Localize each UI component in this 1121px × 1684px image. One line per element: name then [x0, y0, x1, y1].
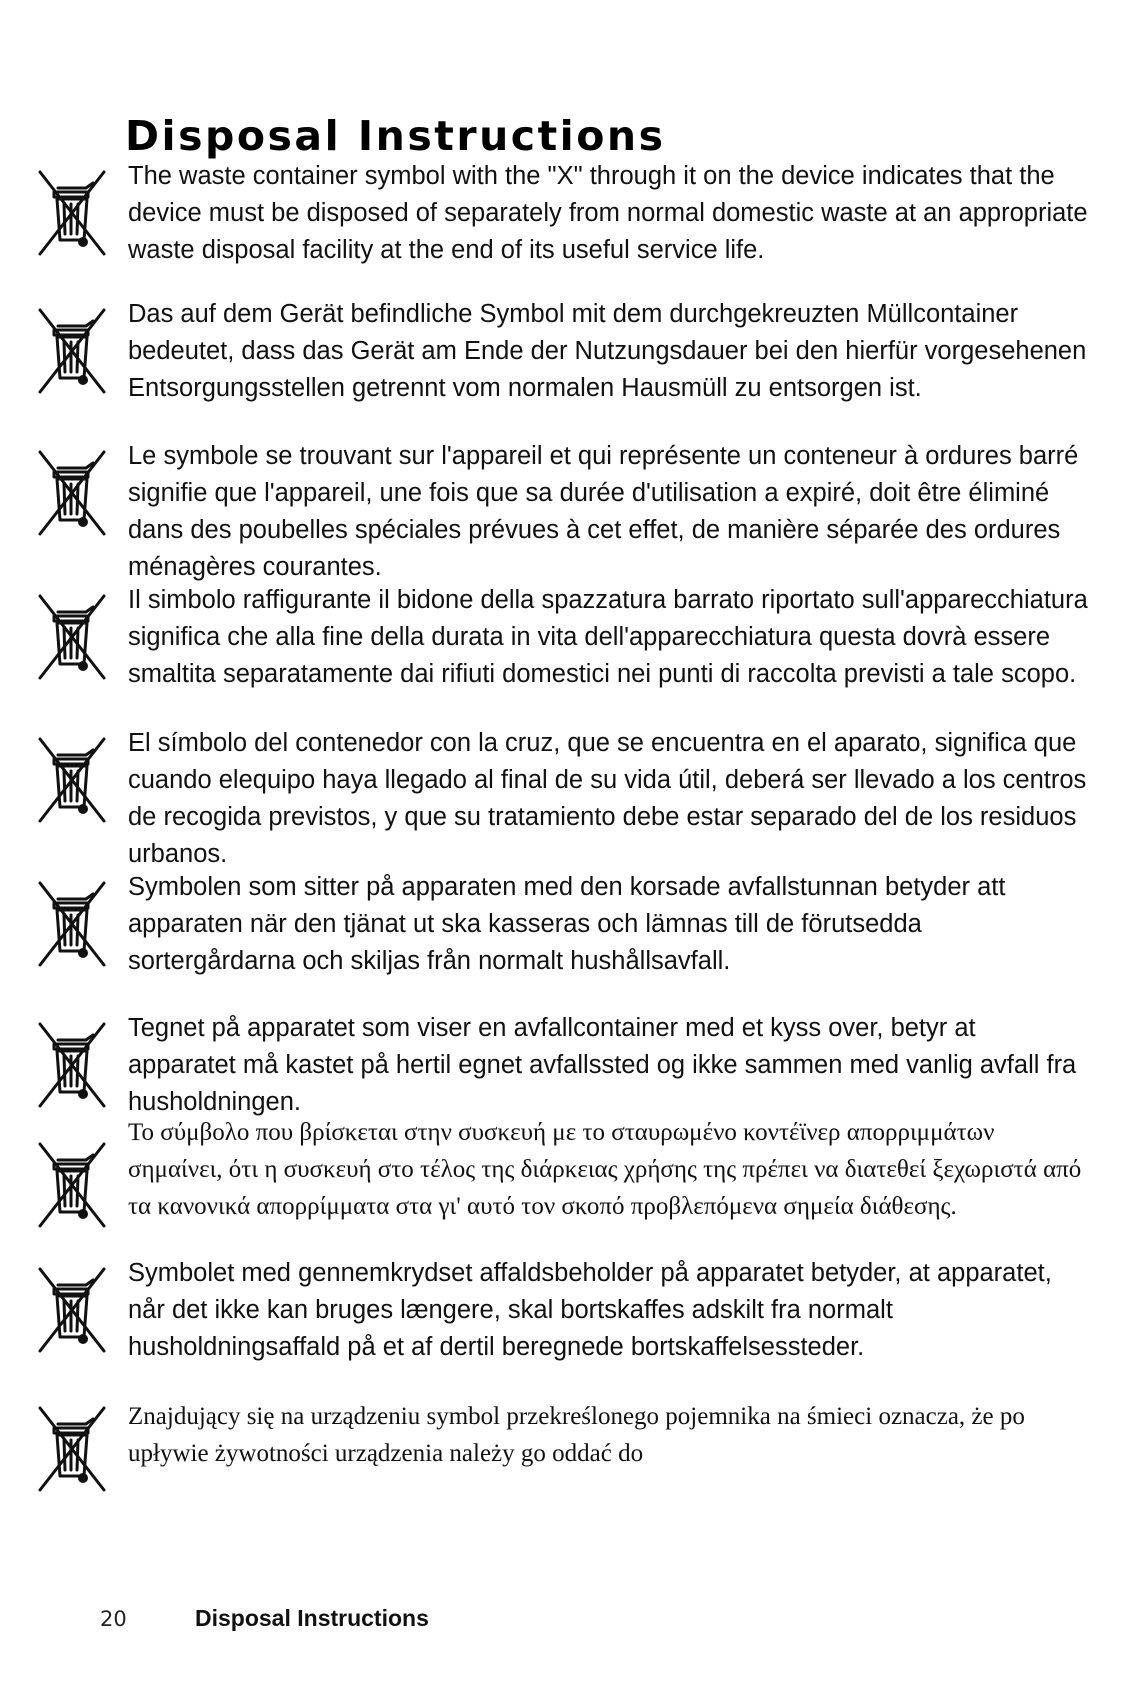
page-footer: [0, 1607, 1121, 1637]
crossed-bin-icon-graphic: [36, 166, 108, 258]
instruction-text: The waste container symbol with the "X" through it on the device indicates that the device must be disposed of separately from normal domestic waste at an appropriate waste disposal facility at the end of its useful service life.: [128, 162, 1088, 264]
crossed-bin-icon-graphic: [36, 733, 108, 825]
crossed-bin-icon: [36, 590, 108, 682]
page-title: Disposal Instructions: [125, 112, 666, 160]
crossed-bin-icon: [36, 446, 108, 538]
crossed-bin-icon-graphic: [36, 304, 108, 396]
crossed-bin-icon: [36, 304, 108, 396]
instruction-text: Das auf dem Gerät befindliche Symbol mit dem durchgekreuzten Müllcontainer bedeutet, dass das Gerät am Ende der Nutzungsdauer bei den hierfür vorgesehenen Entsorgungsstellen getrennt vom normalen Hausmüll zu entsorgen ist.: [128, 300, 1087, 402]
crossed-bin-icon: [36, 166, 108, 258]
crossed-bin-icon-graphic: [36, 877, 108, 969]
crossed-bin-icon-graphic: [36, 1263, 108, 1355]
crossed-bin-icon-graphic: [36, 446, 108, 538]
crossed-bin-icon-graphic: [36, 1402, 108, 1494]
crossed-bin-icon: [36, 1402, 108, 1494]
crossed-bin-icon-graphic: [36, 1138, 108, 1230]
instruction-text: Το σύμβολο που βρίσκεται στην συσκευή με το σταυρωμένο κοντέϊνερ απορριμμάτων σημαίνει, ότι η συσκευή στο τέλος της διάρκειας χρήσης της πρέπει να διατεθεί ξεχωριστά από τα κανονικά απορρίμματα στα γι' αυτό τον σκοπό προβλεπόμενα σημεία διάθεσης.: [128, 1119, 1082, 1220]
footer-title: Disposal Instructions: [195, 1605, 429, 1631]
crossed-bin-icon: [36, 733, 108, 825]
instruction-text: Il simbolo raffigurante il bidone della spazzatura barrato riportato sull'apparecchiatura significa che alla fine della durata in vita dell'apparecchiatura questa dovrà essere smaltita separatamente dai rifiuti domestici nei punti di raccolta previsti a tale scopo.: [128, 586, 1088, 688]
crossed-bin-icon-graphic: [36, 590, 108, 682]
instruction-text: Symbolet med gennemkrydset affaldsbeholder på apparatet betyder, at apparatet, når det ikke kan bruges længere, skal bortskaffes adskilt fra normalt husholdningsaffald på et af dertil beregnede bortskaffelsessteder.: [128, 1259, 1052, 1361]
crossed-bin-icon: [36, 877, 108, 969]
crossed-bin-icon: [36, 1138, 108, 1230]
instruction-text: Tegnet på apparatet som viser en avfallcontainer med et kyss over, betyr at apparatet må kastet på hertil egnet avfallssted og ikke sammen med vanlig avfall fra husholdningen.: [128, 1014, 1077, 1116]
instruction-text: Znajdujący się na urządzeniu symbol przekreślonego pojemnika na śmieci oznacza, że po upływie żywotności urządzenia należy go oddać do: [128, 1403, 1025, 1467]
page-number: 20: [100, 1607, 127, 1631]
crossed-bin-icon: [36, 1263, 108, 1355]
instruction-text: El símbolo del contenedor con la cruz, que se encuentra en el aparato, significa que cuando elequipo haya llegado al final de su vida útil, deberá ser llevado a los centros de recogida previstos, y que su tratamiento debe estar separado del de los residuos urbanos.: [128, 729, 1087, 868]
instruction-text: Le symbole se trouvant sur l'appareil et qui représente un conteneur à ordures barré signifie que l'appareil, une fois que sa durée d'utilisation a expiré, doit être éliminé dans des poubelles spéciales prévues à cet effet, de manière séparée des ordures ménagères courantes.: [128, 442, 1079, 581]
crossed-bin-icon-graphic: [36, 1018, 108, 1110]
instruction-text: Symbolen som sitter på apparaten med den korsade avfallstunnan betyder att apparaten när den tjänat ut ska kasseras och lämnas till de förutsedda sortergårdarna och skiljas från normalt hushållsavfall.: [128, 873, 1006, 975]
crossed-bin-icon: [36, 1018, 108, 1110]
